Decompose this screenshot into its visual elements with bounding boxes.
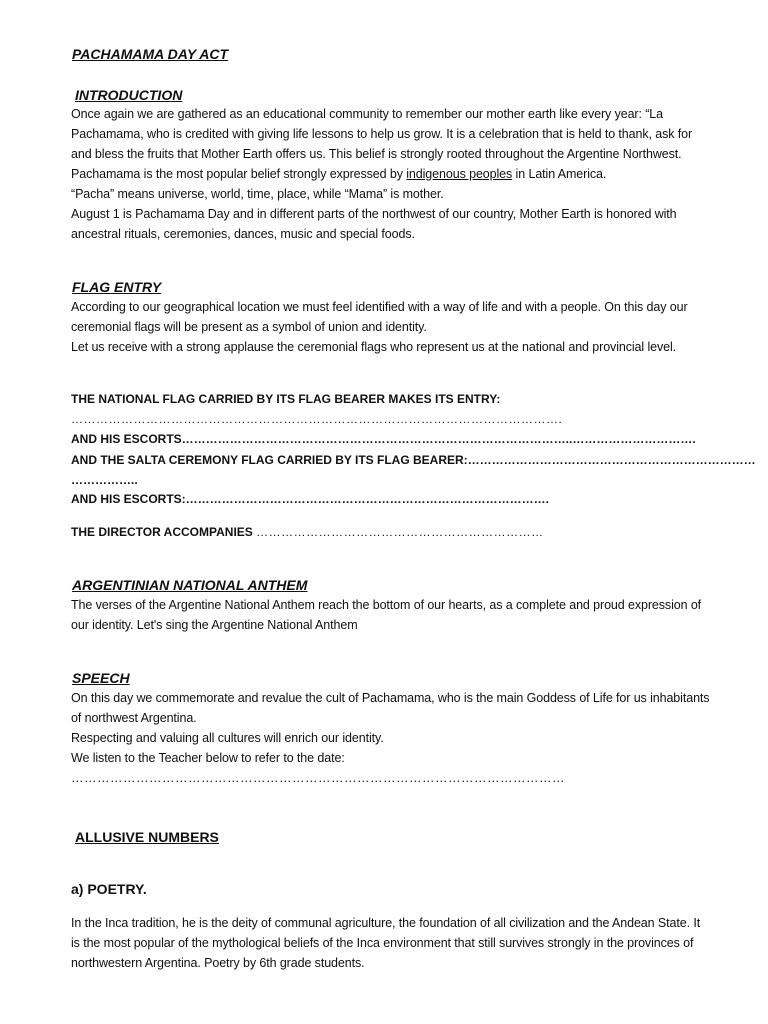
flag-entry-paragraph-2: Let us receive with a strong applause the ceremonial flags who represent us at the national and provincial level.	[71, 340, 677, 354]
anthem-text	[71, 595, 711, 635]
poetry-text	[71, 913, 711, 973]
introduction-heading: INTRODUCTION	[75, 87, 183, 103]
director-label: THE DIRECTOR ACCOMPANIES	[71, 525, 257, 539]
flag-entry-paragraph-1: According to our geographical location we must feel identified with a way of life and with a people. On this day our ceremonial flags will be present as a symbol of union and identity.	[71, 300, 688, 334]
speech-paragraph-1: On this day we commemorate and revalue the cult of Pachamama, who is the main Goddess of Life for us inhabitants of northwest Argentina.	[71, 691, 710, 725]
speech-heading: SPEECH	[72, 670, 130, 686]
escorts-line-2: AND HIS ESCORTS:……………………………………………………………………………….	[71, 492, 550, 506]
poetry-paragraph: In the Inca tradition, he is the deity of communal agriculture, the foundation of all civilization and the Andean State. It is the most popular of the mythological beliefs of the Inca environment that still survives strongly in the provinces of northwestern Argentina. Poetry by 6th grade students.	[71, 916, 701, 970]
flag-entry-text	[71, 297, 711, 357]
introduction-line-1-end: in Latin America.	[512, 167, 607, 181]
speech-paragraph-3: We listen to the Teacher below to refer to the date:	[71, 751, 345, 765]
anthem-paragraph: The verses of the Argentine National Anthem reach the bottom of our hearts, as a complete and proud expression of our identity. Let's sing the Argentine National Anthem	[71, 598, 702, 632]
introduction-text	[71, 104, 711, 244]
salta-flag-line: AND THE SALTA CEREMONY FLAG CARRIED BY ITS FLAG BEARER:………………………………………………………………	[71, 453, 756, 467]
director-line	[71, 525, 544, 539]
national-flag-line: THE NATIONAL FLAG CARRIED BY ITS FLAG BEARER MAKES ITS ENTRY:	[71, 392, 501, 406]
national-flag-dots	[71, 412, 562, 426]
flag-entry-heading: FLAG ENTRY	[72, 279, 162, 295]
speech-dots: ……………………………………………………………………………………………………	[71, 771, 565, 785]
introduction-paragraph-2: “Pacha” means universe, world, time, place, while “Mama” is mother.	[71, 187, 444, 201]
salta-flag-dots: ……………..	[71, 473, 138, 487]
introduction-line-1: Once again we are gathered as an educational community to remember our mother earth like every year: “La Pachamama, who is credited with giving life lessons to help us grow. It is a celebration that is held to thank, ask for and bless the fruits that Mother Earth offers us. This belief is strongly rooted throughout the Argentine Northwest. Pachamama is the most popular belief strongly expressed by	[71, 107, 693, 181]
introduction-paragraph-1	[71, 104, 711, 184]
anthem-heading: ARGENTINIAN NATIONAL ANTHEM	[72, 577, 308, 593]
speech-text	[71, 688, 711, 788]
introduction-paragraph-3: August 1 is Pachamama Day and in different parts of the northwest of our country, Mother Earth is honored with ancestral rituals, ceremonies, dances, music and special foods.	[71, 207, 677, 241]
escorts-line-1: AND HIS ESCORTS……………………………………………………………………………………..………………………….	[71, 432, 696, 446]
national-flag-blank: ……………………………………………………………………………………………………….	[71, 412, 563, 426]
director-blank: ……………………………………………………………	[256, 525, 544, 539]
allusive-numbers-heading: ALLUSIVE NUMBERS	[75, 829, 219, 845]
indigenous-peoples-link[interactable]: indigenous peoples	[406, 167, 513, 181]
document-title: PACHAMAMA DAY ACT	[72, 46, 229, 62]
speech-paragraph-2: Respecting and valuing all cultures will enrich our identity.	[71, 731, 384, 745]
poetry-heading: a) POETRY.	[71, 881, 147, 897]
